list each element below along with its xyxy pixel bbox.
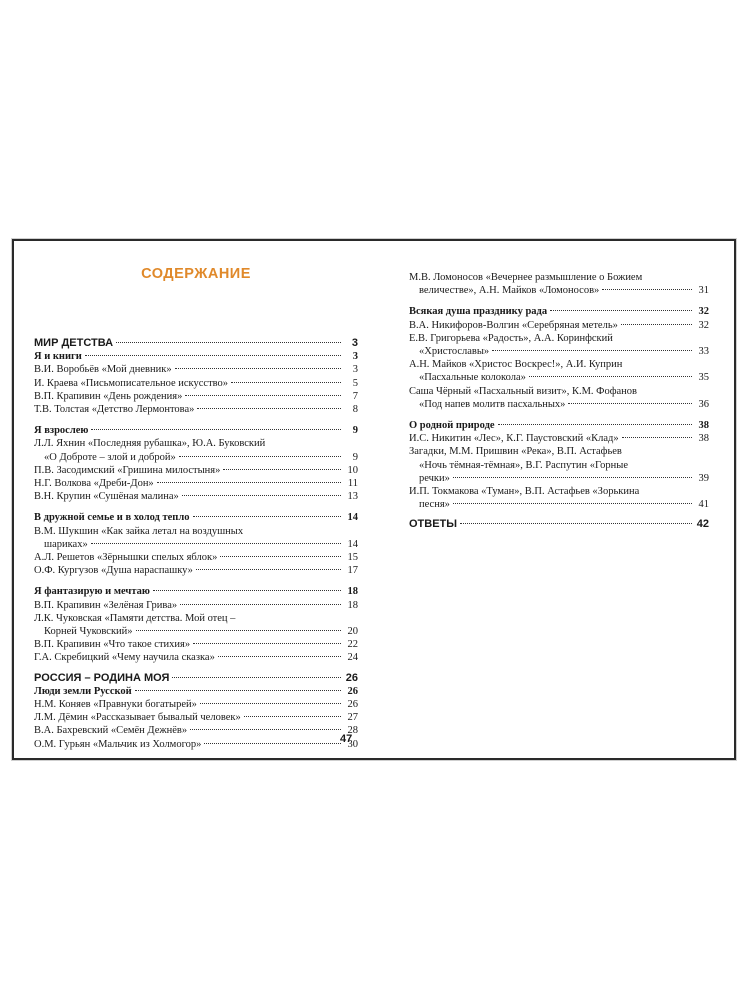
toc-entry-title: И.П. Токмакова «Туман», В.П. Астафьев «Зорькина <box>409 486 640 498</box>
toc-entry-page: 7 <box>352 390 358 402</box>
toc-entry-line <box>409 398 709 411</box>
toc-list-right <box>409 271 709 532</box>
page-number: 47 <box>340 733 353 745</box>
toc-list-left <box>34 337 358 751</box>
dot-leader <box>550 310 692 311</box>
toc-entry-title: А.Н. Майков «Христос Воскрес!», А.И. Куприн <box>409 359 623 371</box>
toc-entry-title: Л.Л. Яхнин «Последняя рубашка», Ю.А. Буковский <box>34 438 266 450</box>
dot-leader <box>172 677 341 678</box>
toc-entry-page: 14 <box>347 512 358 524</box>
toc-entry <box>34 390 358 403</box>
toc-entry-title: Всякая душа празднику рада <box>409 306 548 318</box>
toc-entry-line <box>34 424 358 437</box>
toc-entry-line <box>34 490 358 503</box>
toc-entry-line <box>34 337 358 350</box>
toc-entry-line <box>34 464 358 477</box>
toc-entry-page: 38 <box>698 420 709 432</box>
toc-entry-line <box>409 498 709 511</box>
toc-entry-title: М.В. Ломоносов «Вечернее размышление о Божием <box>409 272 643 283</box>
toc-entry-line <box>34 738 358 751</box>
toc-entry <box>34 511 358 524</box>
dot-leader <box>175 368 341 369</box>
toc-entry-title: Г.А. Скребицкий «Чему научила сказка» <box>34 652 215 664</box>
toc-entry <box>34 424 358 437</box>
toc-entry <box>409 445 709 485</box>
toc-entry-line <box>409 345 709 358</box>
toc-entry-line <box>34 698 358 711</box>
toc-entry-line <box>34 551 358 564</box>
toc-entry-line <box>409 432 709 445</box>
toc-entry <box>34 638 358 651</box>
dot-leader <box>231 382 341 383</box>
toc-entry-title: песня» <box>419 499 450 511</box>
toc-entry-line <box>409 332 709 345</box>
toc-entry <box>34 377 358 390</box>
toc-entry <box>34 350 358 363</box>
toc-entry-title: Я взрослею <box>34 425 89 437</box>
toc-entry-page: 14 <box>347 538 358 550</box>
toc-entry <box>409 319 709 332</box>
toc-entry-page: 24 <box>347 652 358 664</box>
toc-entry-page: 27 <box>347 712 358 724</box>
toc-entry-page: 3 <box>351 337 358 349</box>
dot-leader <box>85 355 341 356</box>
toc-entry-title: Е.В. Григорьева «Радость», А.А. Коринфский <box>409 332 613 344</box>
toc-entry-line <box>409 472 709 485</box>
toc-entry-page: 42 <box>696 518 709 531</box>
dot-leader <box>116 342 341 343</box>
dot-leader <box>602 289 692 290</box>
dot-leader <box>196 569 341 570</box>
toc-entry-line <box>34 599 358 612</box>
dot-leader <box>91 429 341 430</box>
toc-entry-title: О.Ф. Кургузов «Душа нараспашку» <box>34 565 193 577</box>
toc-entry-line <box>34 451 358 464</box>
toc-entry-line <box>34 437 358 450</box>
toc-entry-title: Я фантазирую и мечтаю <box>34 586 150 598</box>
toc-entry-title: В.И. Воробьёв «Мой дневник» <box>34 364 172 376</box>
toc-entry-title: Я и книги <box>34 351 82 363</box>
dot-leader <box>190 729 341 730</box>
toc-entry-page: 22 <box>347 639 358 651</box>
toc-entry-line <box>34 672 358 685</box>
toc-entry-line <box>409 419 709 432</box>
toc-entry <box>34 698 358 711</box>
toc-entry-page: 3 <box>352 364 358 376</box>
toc-entry-title: Л.К. Чуковская «Памяти детства. Мой отец – <box>34 612 236 624</box>
toc-entry-page: 33 <box>698 346 709 358</box>
toc-entry-title: «Ночь тёмная-тёмная», В.Г. Распутин «Горные <box>419 459 628 471</box>
dot-leader <box>185 395 341 396</box>
toc-entry-page: 20 <box>347 626 358 638</box>
toc-entry-title: Корней Чуковский» <box>44 626 133 638</box>
toc-entry-page: 38 <box>698 433 709 445</box>
toc-entry-line <box>409 485 709 498</box>
toc-entry-page: 9 <box>352 451 358 463</box>
dot-leader <box>179 456 341 457</box>
toc-entry-page: 26 <box>347 685 358 697</box>
toc-entry-title: О.М. Гурьян «Мальчик из Холмогор» <box>34 738 202 750</box>
toc-entry <box>34 711 358 724</box>
toc-entry-page: 10 <box>347 464 358 476</box>
book-spread <box>12 239 736 760</box>
toc-entry-title: речки» <box>419 472 450 484</box>
toc-entry-title: величестве», А.Н. Майков «Ломоносов» <box>419 285 600 297</box>
toc-entry <box>409 518 709 531</box>
toc-entry-line <box>34 377 358 390</box>
toc-entry-line <box>409 271 709 284</box>
dot-leader <box>197 408 341 409</box>
toc-entry-title: В дружной семье и в холод тепло <box>34 512 190 524</box>
dot-leader <box>498 424 692 425</box>
toc-entry-line <box>34 390 358 403</box>
toc-entry-line <box>409 305 709 318</box>
toc-entry-line <box>34 403 358 416</box>
toc-entry-page: 39 <box>698 472 709 484</box>
dot-leader <box>218 656 341 657</box>
toc-entry-line <box>34 511 358 524</box>
toc-entry-line <box>409 518 709 531</box>
toc-entry-page: 32 <box>698 306 709 318</box>
toc-entry <box>34 564 358 577</box>
dot-leader <box>492 350 692 351</box>
toc-entry-page: 28 <box>347 725 358 737</box>
toc-entry-title: А.Л. Решетов «Зёрнышки спелых яблок» <box>34 552 218 564</box>
toc-entry-page: 11 <box>347 478 358 490</box>
toc-entry-title: В.М. Шукшин «Как зайка летал на воздушных <box>34 525 244 537</box>
dot-leader <box>622 437 692 438</box>
toc-entry <box>409 385 709 411</box>
toc-entry-line <box>409 371 709 384</box>
toc-entry <box>34 551 358 564</box>
toc-entry-line <box>34 651 358 664</box>
toc-entry <box>34 738 358 751</box>
toc-entry-title: П.В. Засодимский «Гришина милостыня» <box>34 464 221 476</box>
toc-entry-title: В.А. Никифоров-Волгин «Серебряная метель» <box>409 319 618 331</box>
dot-leader <box>244 716 341 717</box>
toc-entry-title: Н.Г. Волкова «Дреби-Дон» <box>34 478 154 490</box>
toc-entry-line <box>409 319 709 332</box>
toc-entry <box>34 525 358 551</box>
toc-entry <box>409 305 709 318</box>
toc-entry-line <box>34 363 358 376</box>
toc-entry-line <box>409 459 709 472</box>
toc-entry-title: В.А. Бахревский «Семён Дежнёв» <box>34 725 188 737</box>
dot-leader <box>157 482 341 483</box>
dot-leader <box>182 495 341 496</box>
toc-entry-title: Л.М. Дёмин «Рассказывает бывалый человек» <box>34 712 241 724</box>
toc-entry <box>409 432 709 445</box>
toc-entry <box>34 464 358 477</box>
toc-entry-title: В.П. Крапивин «Что такое стихия» <box>34 639 191 651</box>
toc-entry-line <box>34 477 358 490</box>
dot-leader <box>460 523 692 524</box>
toc-entry <box>409 485 709 511</box>
toc-entry-title: «О Доброте – злой и доброй» <box>44 451 176 463</box>
toc-entry <box>34 724 358 737</box>
toc-entry-page: 15 <box>347 552 358 564</box>
toc-entry-line <box>34 585 358 598</box>
toc-entry-page: 5 <box>352 377 358 389</box>
toc-entry-page: 8 <box>352 404 358 416</box>
toc-entry <box>34 403 358 416</box>
toc-entry-line <box>409 358 709 371</box>
dot-leader <box>453 503 692 504</box>
dot-leader <box>180 604 341 605</box>
toc-entry-title: ОТВЕТЫ <box>409 518 458 531</box>
toc-entry-line <box>34 564 358 577</box>
toc-entry <box>34 363 358 376</box>
dot-leader <box>204 743 341 744</box>
dot-leader <box>200 703 341 704</box>
toc-entry <box>34 585 358 598</box>
toc-entry-line <box>409 445 709 458</box>
toc-entry <box>409 358 709 384</box>
toc-entry-title: Загадки, М.М. Пришвин «Река», В.П. Астафьев <box>409 446 622 458</box>
toc-entry-title: «Христославы» <box>419 346 490 358</box>
dot-leader <box>135 690 341 691</box>
toc-entry-title: О родной природе <box>409 420 495 432</box>
toc-entry-title: Саша Чёрный «Пасхальный визит», К.М. Фофанов <box>409 385 637 397</box>
toc-entry-title: И. Краева «Письмописательное искусство» <box>34 377 229 389</box>
toc-entry-title: В.П. Крапивин «Зелёная Грива» <box>34 599 178 611</box>
toc-entry-title: МИР ДЕТСТВА <box>34 337 114 349</box>
toc-entry <box>34 599 358 612</box>
toc-entry <box>409 419 709 432</box>
toc-entry-line <box>34 711 358 724</box>
toc-entry-page: 41 <box>698 499 709 511</box>
toc-entry-line <box>34 638 358 651</box>
dot-leader <box>91 543 341 544</box>
toc-entry-page: 35 <box>698 372 709 384</box>
toc-entry <box>34 672 358 685</box>
toc-entry <box>34 437 358 463</box>
toc-entry-page: 32 <box>698 319 709 331</box>
toc-entry-title: РОССИЯ – РОДИНА МОЯ <box>34 671 170 684</box>
toc-entry-page: 31 <box>698 285 709 297</box>
toc-entry <box>409 332 709 358</box>
toc-entry-page: 17 <box>347 565 358 577</box>
toc-entry-page: 13 <box>347 491 358 503</box>
dot-leader <box>153 590 341 591</box>
toc-entry-line <box>34 538 358 551</box>
dot-leader <box>568 403 692 404</box>
toc-entry <box>34 685 358 698</box>
toc-entry-page: 18 <box>347 599 358 611</box>
dot-leader <box>136 630 341 631</box>
dot-leader <box>621 324 692 325</box>
toc-entry <box>34 490 358 503</box>
toc-entry-title: шариках» <box>44 538 88 550</box>
toc-entry <box>34 651 358 664</box>
dot-leader <box>529 376 692 377</box>
toc-entry-line <box>34 525 358 538</box>
toc-entry-line <box>34 612 358 625</box>
toc-entry-title: Люди земли Русской <box>34 685 132 697</box>
page-title: СОДЕРЖАНИЕ <box>141 266 251 282</box>
toc-entry-page: 30 <box>347 738 358 750</box>
toc-entry-line <box>34 625 358 638</box>
dot-leader <box>453 477 692 478</box>
toc-entry-line <box>34 724 358 737</box>
dot-leader <box>220 556 341 557</box>
toc-entry <box>409 271 709 297</box>
toc-entry-title: В.П. Крапивин «День рождения» <box>34 390 183 402</box>
toc-entry-title: И.С. Никитин «Лес», К.Г. Паустовский «Клад» <box>409 433 619 445</box>
toc-entry-line <box>409 284 709 297</box>
toc-entry-title: В.Н. Крупин «Сушёная малина» <box>34 491 179 503</box>
toc-entry-title: Т.В. Толстая «Детство Лермонтова» <box>34 404 195 416</box>
toc-entry-title: «Пасхальные колокола» <box>419 372 526 384</box>
toc-entry <box>34 337 358 350</box>
dot-leader <box>193 643 341 644</box>
dot-leader <box>223 469 341 470</box>
toc-entry-line <box>409 385 709 398</box>
toc-entry-title: Н.М. Коняев «Правнуки богатырей» <box>34 699 197 711</box>
toc-entry-page: 3 <box>352 351 358 363</box>
toc-entry-line <box>34 685 358 698</box>
toc-entry <box>34 477 358 490</box>
toc-entry-page: 9 <box>352 425 358 437</box>
toc-entry <box>34 612 358 638</box>
toc-entry-page: 36 <box>698 398 709 410</box>
toc-entry-line <box>34 350 358 363</box>
toc-entry-page: 26 <box>347 699 358 711</box>
dot-leader <box>193 516 342 517</box>
toc-entry-page: 18 <box>347 586 358 598</box>
toc-entry-page: 26 <box>345 671 358 684</box>
toc-entry-title: «Под напев молитв пасхальных» <box>419 398 566 410</box>
